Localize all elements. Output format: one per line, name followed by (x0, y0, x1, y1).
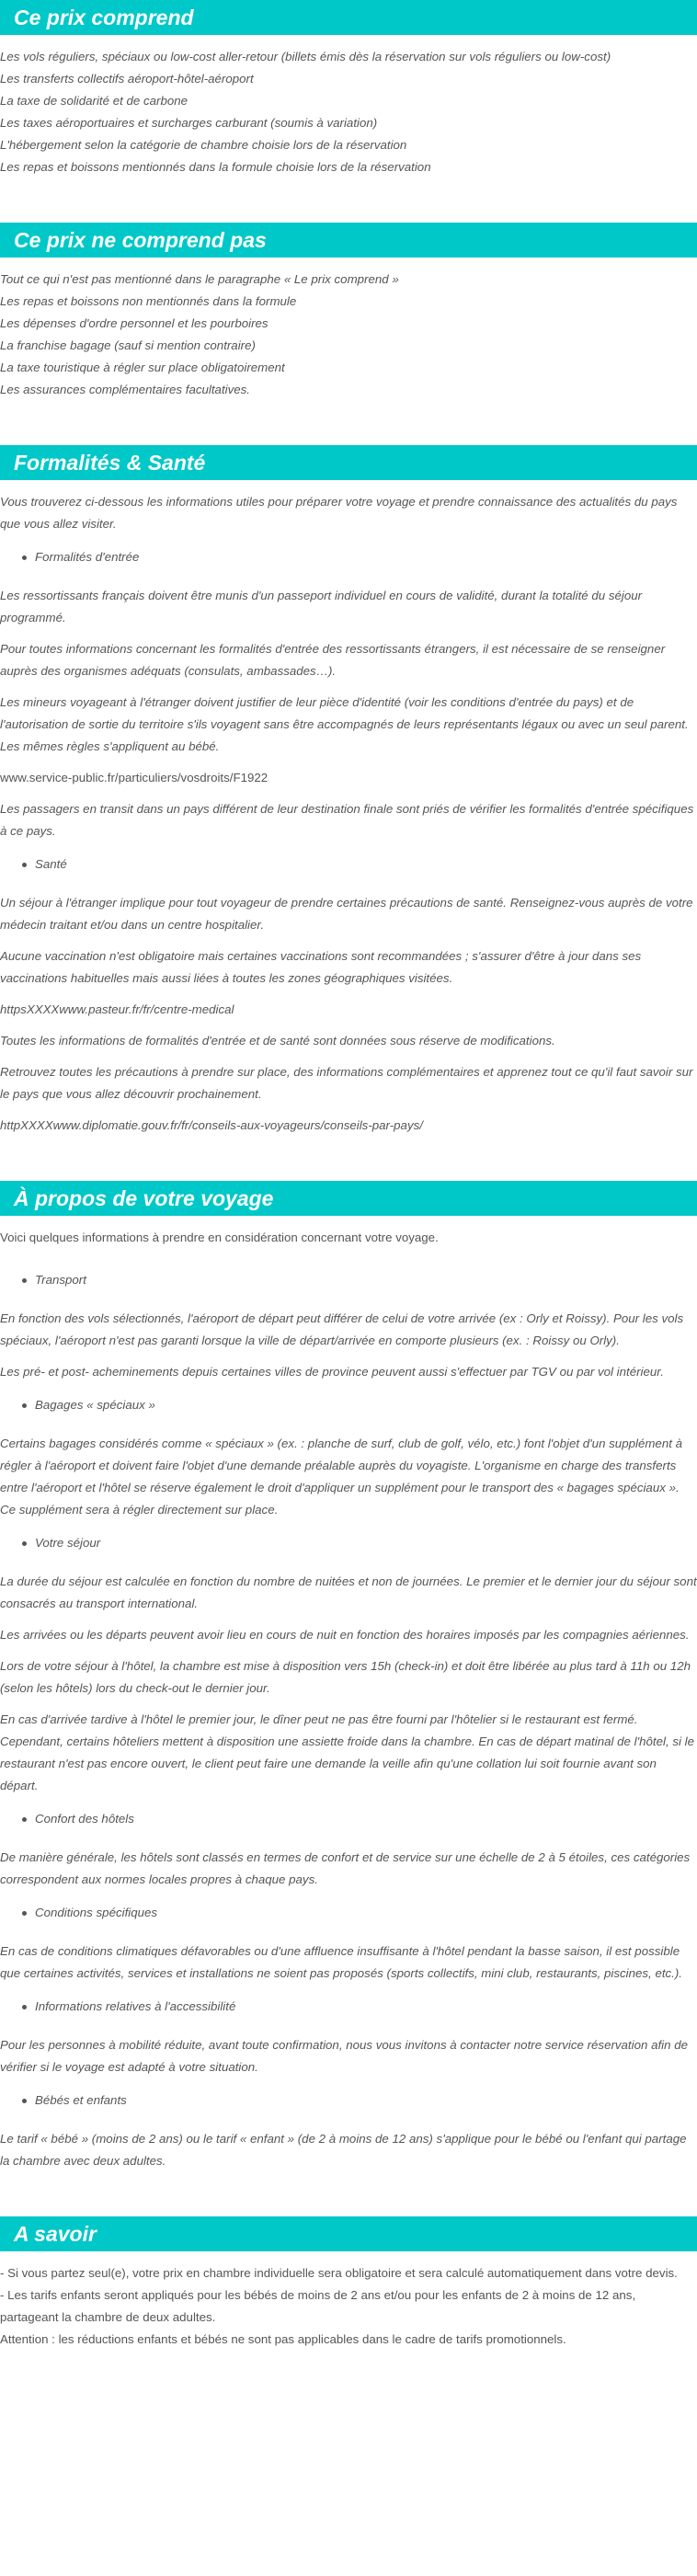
paragraph: Les ressortissants français doivent être munis d'un passeport individuel en cours de validité, durant la totalité du séjour programmé. (0, 589, 643, 624)
bullet-entry-formalities (35, 546, 697, 568)
list-item: Les assurances complémentaires facultatives. (0, 383, 250, 396)
paragraph: En cas de conditions climatiques défavorables ou d'une affluence insuffisante à l'hôtel pendant la basse saison, il est possible que certaines activités, services et installations ne soient pas proposés (sports collectifs, mini club, restaurants, piscines, etc.). (0, 1944, 683, 1980)
section-title: Ce prix ne comprend pas (0, 223, 697, 258)
list-item: Les dépenses d'ordre personnel et les pourboires (0, 316, 269, 330)
paragraph: Retrouvez toutes les précautions à prendre sur place, des informations complémentaires et apprenez tout ce qu'il faut savoir sur le pays que vous allez découvrir prochainement. (0, 1065, 693, 1101)
paragraph: Le tarif « bébé » (moins de 2 ans) ou le tarif « enfant » (de 2 à moins de 12 ans) s'applique pour le bébé ou l'enfant qui partage la chambre avec deux adultes. (0, 2132, 687, 2168)
list-item: La franchise bagage (sauf si mention contraire) (0, 338, 256, 352)
paragraph: Certains bagages considérés comme « spéciaux » (ex. : planche de surf, club de golf, vélo, etc.) font l'objet d'un supplément à régler à l'aéroport et doivent faire l'objet d'une demande préalable auprès du voyagiste. L'organisme en charge des transferts entre l'aéroport et l'hôtel se réserve également le droit d'appliquer un supplément pour le transport des « bagages spéciaux ». Ce supplément sera à régler directement sur place. (0, 1437, 682, 1517)
bullet-label: Bagages « spéciaux » (35, 1394, 697, 1416)
section-title: Ce prix comprend (0, 0, 697, 35)
list-item: Les repas et boissons non mentionnés dans la formule (0, 294, 297, 308)
list-item: Les transferts collectifs aéroport-hôtel-aéroport (0, 72, 254, 86)
bullet-label: Confort des hôtels (35, 1808, 697, 1830)
section-title: À propos de votre voyage (0, 1181, 697, 1216)
bullet-babies-children (35, 2089, 697, 2112)
section-price-excludes (0, 223, 697, 401)
list-item: Attention : les réductions enfants et bébés ne sont pas applicables dans le cadre de tarifs promotionnels. (0, 2332, 566, 2346)
bullet-your-stay (35, 1532, 697, 1554)
paragraph: En fonction des vols sélectionnés, l'aéroport de départ peut différer de celui de votre arrivée (ex : Orly et Roissy). Pour les vols spéciaux, l'aéroport n'est pas garanti lorsque la ville de départ/arrivée en comporte plusieurs (ex. : Roissy ou Orly). (0, 1311, 684, 1347)
bullet-hotel-comfort (35, 1808, 697, 1830)
bullet-label: Conditions spécifiques (35, 1902, 697, 1924)
section-good-to-know (0, 2216, 697, 2351)
bullet-label: Santé (35, 853, 697, 876)
list-item: La taxe touristique à régler sur place obligatoirement (0, 361, 285, 374)
bullet-special-baggage (35, 1394, 697, 1416)
paragraph: Pour toutes informations concernant les formalités d'entrée des ressortissants étrangers, il est nécessaire de se renseigner auprès des organismes adéquats (consulats, ambassades…). (0, 642, 666, 678)
paragraph: En cas d'arrivée tardive à l'hôtel le premier jour, le dîner peut ne pas être fourni par l'hôtelier si le restaurant est fermé. Cependant, certains hôteliers mettent à disposition une assiette froide dans la chambre. En cas de départ matinal de l'hôtel, si le restaurant n'est pas encore ouvert, le client peut faire une demande la veille afin qu'une collation lui soit fournie avant son départ. (0, 1712, 694, 1792)
paragraph: Un séjour à l'étranger implique pour tout voyageur de prendre certaines précautions de santé. Renseignez-vous auprès de votre médecin traitant et/ou dans un centre hospitalier. (0, 896, 693, 932)
link-diplomatie[interactable]: httpXXXXwww.diplomatie.gouv.fr/fr/conseils-aux-voyageurs/conseils-par-pays/ (0, 1118, 423, 1132)
link-service-public[interactable]: www.service-public.fr/particuliers/vosdroits/F1922 (0, 771, 269, 784)
paragraph: Les passagers en transit dans un pays différent de leur destination finale sont priés de vérifier les formalités d'entrée spécifiques à ce pays. (0, 802, 694, 838)
list-item: - Si vous partez seul(e), votre prix en chambre individuelle sera obligatoire et sera calculé automatiquement dans votre devis. (0, 2266, 678, 2280)
section-title: Formalités & Santé (0, 445, 697, 480)
excludes-list (0, 269, 697, 401)
list-item: Les taxes aéroportuaires et surcharges carburant (soumis à variation) (0, 116, 378, 130)
link-pasteur[interactable]: httpsXXXXwww.pasteur.fr/fr/centre-medical (0, 1002, 234, 1016)
paragraph: De manière générale, les hôtels sont classés en termes de confort et de service sur une échelle de 2 à 5 étoiles, ces catégories correspondent aux normes locales propres à chaque pays. (0, 1850, 691, 1886)
bullet-label: Votre séjour (35, 1532, 697, 1554)
bullet-health (35, 853, 697, 876)
section-about-trip (0, 1181, 697, 2172)
paragraph: Les pré- et post- acheminements depuis certaines villes de province peuvent aussi s'effectuer par TGV ou par vol intérieur. (0, 1365, 664, 1379)
bullet-specific-conditions (35, 1902, 697, 1924)
list-item: - Les tarifs enfants seront appliqués pour les bébés de moins de 2 ans et/ou pour les enfants de 2 à moins de 12 ans, partageant la chambre de deux adultes. (0, 2288, 636, 2324)
list-item: Tout ce qui n'est pas mentionné dans le paragraphe « Le prix comprend » (0, 272, 399, 286)
paragraph: La durée du séjour est calculée en fonction du nombre de nuitées et non de journées. Le premier et le dernier jour du séjour sont consacrés au transport international. (0, 1574, 697, 1610)
list-item: La taxe de solidarité et de carbone (0, 94, 189, 108)
bullet-label: Bébés et enfants (35, 2089, 697, 2112)
bullet-label: Transport (35, 1269, 697, 1291)
bullet-label: Formalités d'entrée (35, 546, 697, 568)
includes-list (0, 46, 697, 178)
bullet-label: Informations relatives à l'accessibilité (35, 1996, 697, 2018)
bullet-accessibility (35, 1996, 697, 2018)
good-to-know-list (0, 2262, 697, 2351)
list-item: Les repas et boissons mentionnés dans la formule choisie lors de la réservation (0, 160, 431, 174)
intro-text: Vous trouverez ci-dessous les informations utiles pour préparer votre voyage et prendre connaissance des actualités du pays que vous allez visiter. (0, 495, 678, 531)
list-item: Les vols réguliers, spéciaux ou low-cost aller-retour (billets émis dès la réservation sur vols réguliers ou low-cost) (0, 50, 611, 63)
bullet-transport (35, 1269, 697, 1291)
paragraph: Les arrivées ou les départs peuvent avoir lieu en cours de nuit en fonction des horaires imposés par les compagnies aériennes. (0, 1628, 690, 1642)
section-price-includes (0, 0, 697, 178)
paragraph: Aucune vaccination n'est obligatoire mais certaines vaccinations sont recommandées ; s'assurer d'être à jour dans ses vaccinations habituelles mais aussi liées à toutes les zones géographiques visitées. (0, 949, 642, 985)
section-formalities-health (0, 445, 697, 1137)
paragraph: Toutes les informations de formalités d'entrée et de santé sont données sous réserve de modifications. (0, 1034, 555, 1048)
section-title: A savoir (0, 2216, 697, 2251)
paragraph: Lors de votre séjour à l'hôtel, la chambre est mise à disposition vers 15h (check-in) et doit être libérée au plus tard à 11h ou 12h (selon les hôtels) lors du check-out le dernier jour. (0, 1659, 691, 1695)
intro-text: Voici quelques informations à prendre en considération concernant votre voyage. (0, 1231, 439, 1244)
list-item: L'hébergement selon la catégorie de chambre choisie lors de la réservation (0, 138, 407, 152)
paragraph: Pour les personnes à mobilité réduite, avant toute confirmation, nous vous invitons à contacter notre service réservation afin de vérifier si le voyage est adapté à votre situation. (0, 2038, 688, 2074)
paragraph: Les mineurs voyageant à l'étranger doivent justifier de leur pièce d'identité (voir les conditions d'entrée du pays) et de l'autorisation de sortie du territoire s'ils voyagent sans être accompagnés de leurs représentants légaux ou avec un seul parent. Les mêmes règles s'appliquent au bébé. (0, 695, 689, 753)
